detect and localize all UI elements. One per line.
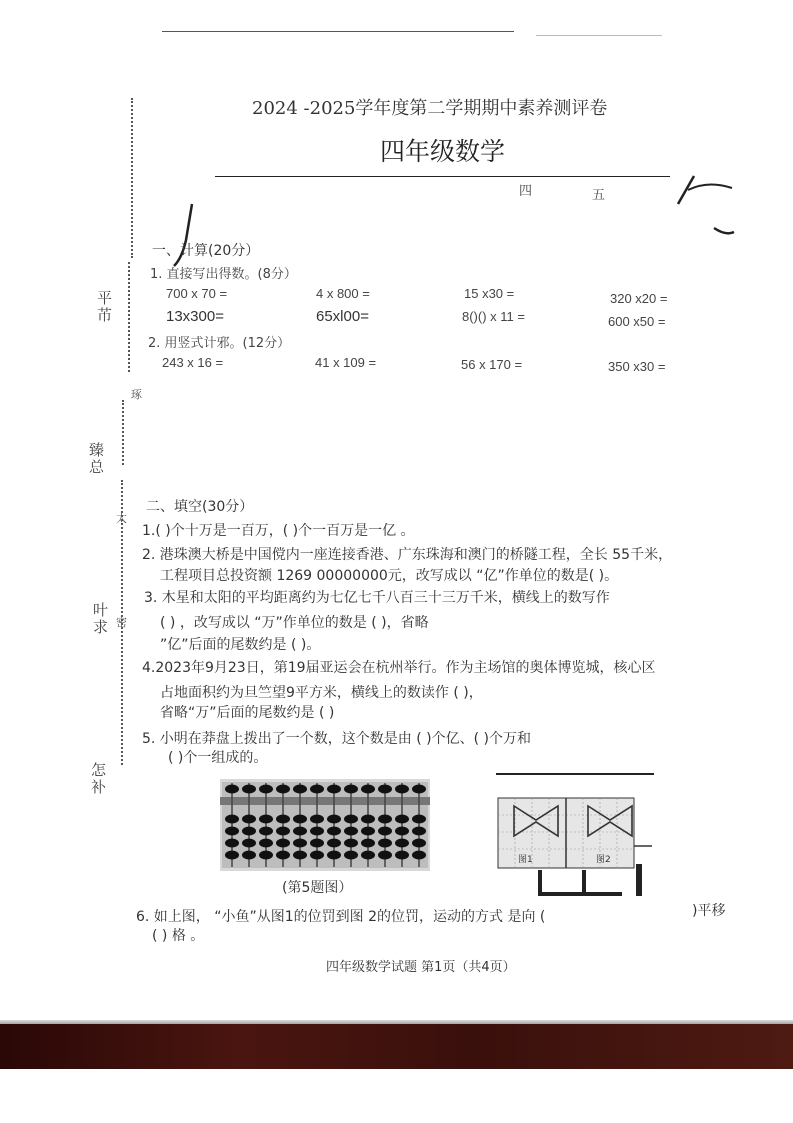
abacus-bead [225, 785, 239, 794]
page-footer: 四年级数学试题 第1页（共4页） [326, 960, 516, 975]
abacus-bead [378, 815, 392, 824]
abacus-bead [225, 839, 239, 848]
fill-question-6-line-1: 6. 如上图， “小鱼”从图1的位罚到图 2的位罚，运动的方式 是向 ( [136, 909, 546, 925]
fill-question-2-line-1: 2. 港珠澳大桥是中国傥内一座连接香港、广东珠海和澳门的桥隧工程，全长 55千米， [142, 547, 673, 563]
abacus-bead [276, 815, 290, 824]
abacus-bead [242, 815, 256, 824]
figure-5-caption: (第5题图） [282, 880, 353, 896]
abacus-bead [395, 785, 409, 794]
abacus-bead [310, 827, 324, 836]
abacus-bead [378, 785, 392, 794]
question-1-1-label: 1. 直接写出得数。(8分） [150, 267, 297, 282]
abacus-bead [310, 851, 324, 860]
abacus-bead [242, 785, 256, 794]
score-column-5: 五 [592, 188, 606, 203]
top-rule-left [162, 31, 514, 32]
abacus-bead [327, 839, 341, 848]
binding-dotted-line-1 [131, 98, 133, 258]
abacus-bead [378, 839, 392, 848]
abacus-bead [327, 815, 341, 824]
fill-question-4-line-2: 占地面积约为旦竺望9平方米，横线上的数读作 ( )， [160, 685, 483, 701]
abacus-bead [242, 827, 256, 836]
abacus-bead [276, 851, 290, 860]
abacus-bead [412, 827, 426, 836]
abacus-bead [293, 851, 307, 860]
calc-item: 8()() x 11 = [462, 309, 525, 324]
fill-question-3-line-2: ( ) ，改写成以 “万”作单位的数是 ( )，省略 [160, 615, 429, 631]
calc-item: 600 x50 = [608, 314, 666, 329]
abacus-bead [344, 785, 358, 794]
abacus-bead [378, 851, 392, 860]
fish-translation-figure [496, 770, 658, 900]
score-column-4: 四 [519, 184, 533, 199]
abacus-bead [344, 815, 358, 824]
abacus-bead [242, 839, 256, 848]
calc-item: 15 x30 = [464, 286, 515, 301]
calc-item: 65xl00= [316, 308, 369, 325]
abacus-bead [293, 785, 307, 794]
abacus-bead [395, 827, 409, 836]
abacus-bead [259, 827, 273, 836]
abacus-bead [344, 827, 358, 836]
abacus-bead [310, 815, 324, 824]
binding-dotted-line-2 [128, 262, 130, 372]
abacus-bead [361, 839, 375, 848]
figure-6-label-1: 图1 [518, 855, 533, 865]
calc-item: 13x300= [166, 308, 224, 325]
exam-subject: 四年级数学 [380, 137, 506, 166]
abacus-bead [327, 851, 341, 860]
abacus-bead [395, 851, 409, 860]
calc-item: 56 x 170 = [461, 357, 523, 372]
abacus-bead [276, 827, 290, 836]
fill-question-6-line-2: ( ) 格 。 [152, 928, 205, 944]
abacus-bead [276, 785, 290, 794]
margin-label-1: 平芇 [95, 290, 113, 324]
photo-background [0, 1024, 793, 1069]
calc-item: 4 x 800 = [316, 286, 370, 301]
top-rule-right [536, 35, 662, 36]
fill-question-4-line-1: 4.2023年9月23日，第19届亚运会在杭州举行。作为主场馆的奥体博览城，核心区 [142, 660, 656, 676]
title-rule [215, 176, 670, 177]
fill-question-1: 1.( )个十万是一百万，( )个一百万是一亿 。 [142, 523, 415, 539]
abacus-bead [412, 815, 426, 824]
abacus-bead [327, 785, 341, 794]
fill-question-5-line-1: 5. 小明在莽盘上拨出了一个数，这个数是由 ( )个亿、( )个万和 [142, 731, 532, 747]
margin-label-3: 叶求 [91, 602, 109, 636]
fill-question-6-end: )平移 [692, 903, 726, 919]
abacus-bead [225, 851, 239, 860]
abacus-bead [293, 815, 307, 824]
abacus-bead [293, 839, 307, 848]
abacus-bead [378, 827, 392, 836]
abacus-bead [361, 827, 375, 836]
abacus-bead [395, 815, 409, 824]
fill-question-3-line-3: ”亿”后面的尾数约是 ( )。 [160, 637, 321, 653]
margin-mark-3: 密 [116, 616, 127, 629]
calc-item: 41 x 109 = [315, 355, 377, 370]
abacus-bead [412, 851, 426, 860]
section-1-heading: 一、计算(20分） [152, 243, 260, 259]
abacus-bead [361, 851, 375, 860]
pen-mark-right [672, 170, 742, 245]
calc-item: 700 x 70 = [166, 286, 228, 301]
margin-label-2: 臻总 [87, 442, 105, 476]
exam-title: 2024 -2025学年度第二学期期中素养测评卷 [252, 98, 608, 119]
margin-mark-1: 琢 [131, 388, 142, 401]
abacus-bead [412, 785, 426, 794]
abacus-figure [220, 779, 430, 871]
abacus-bead [412, 839, 426, 848]
abacus-bead [276, 839, 290, 848]
abacus-bead [361, 785, 375, 794]
abacus-bead [327, 827, 341, 836]
abacus-bead [395, 839, 409, 848]
fill-question-4-line-3: 省略“万”后面的尾数约是 ( ) [160, 705, 335, 721]
fill-question-2-line-2: 工程项目总投资额 1269 00000000元，改写成以 “亿”作单位的数是( )。 [160, 568, 619, 584]
binding-dotted-line-3 [122, 400, 124, 465]
question-1-2-label: 2. 用竖式计邪。(12分） [148, 336, 291, 351]
abacus-bead [361, 815, 375, 824]
fill-question-3-line-1: 3. 木星和太阳的平均距离约为七亿七千八百三十三万千米，横线上的数写作 [144, 590, 610, 606]
abacus-bead [310, 785, 324, 794]
abacus-bead [293, 827, 307, 836]
section-2-heading: 二、填空(30分） [146, 499, 254, 515]
margin-label-4: 怎补 [89, 762, 107, 796]
calc-item: 243 x 16 = [162, 355, 224, 370]
abacus-bead [259, 839, 273, 848]
abacus-bead [344, 839, 358, 848]
fill-question-5-line-2: ( )个一组成的。 [168, 750, 268, 766]
figure-6-label-2: 图2 [596, 855, 611, 865]
margin-mark-2: 太 [116, 512, 127, 525]
abacus-bead [344, 851, 358, 860]
calc-item: 350 x30 = [608, 359, 666, 374]
calc-item: 320 x20 = [610, 291, 668, 306]
abacus-bead [225, 827, 239, 836]
abacus-bead [242, 851, 256, 860]
abacus-bead [225, 815, 239, 824]
abacus-bead [310, 839, 324, 848]
abacus-bead [259, 851, 273, 860]
abacus-bead [259, 815, 273, 824]
abacus-bead [259, 785, 273, 794]
